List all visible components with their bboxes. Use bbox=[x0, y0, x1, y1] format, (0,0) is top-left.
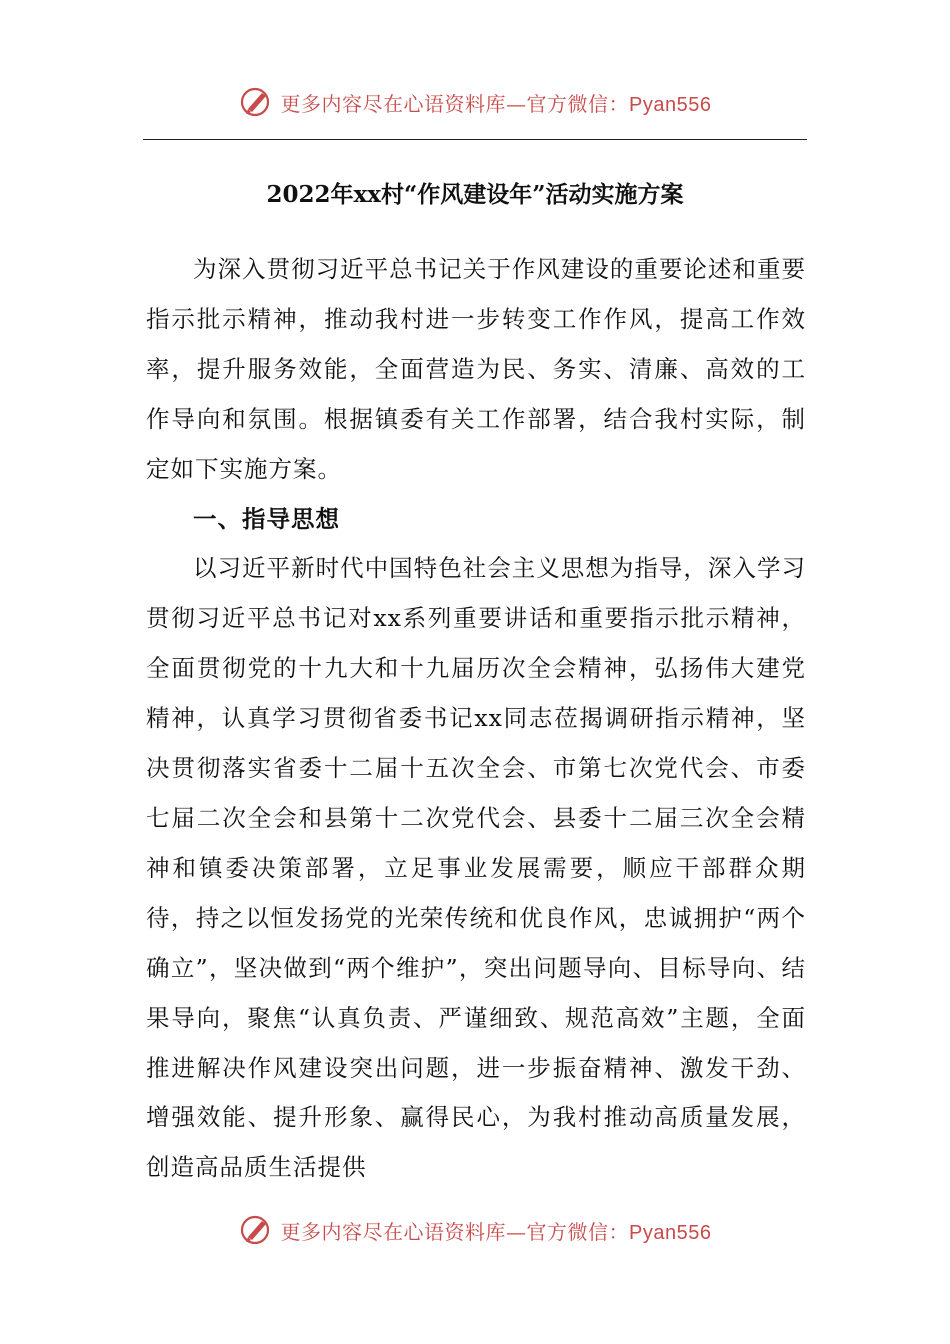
watermark-wechat-id: Pyan556 bbox=[629, 93, 712, 116]
document-title: 2022年xx村“作风建设年”活动实施方案 bbox=[266, 181, 684, 208]
intro-paragraph: 为深入贯彻习近平总书记关于作风建设的重要论述和重要指示批示精神，推动我村进一步转变工作作风，提高工作效率，提升服务效能，全面营造为民、务实、清廉、高效的工作导向和氛围。根据镇委有关工作部署，结合我村实际，制定如下实施方案。 bbox=[146, 255, 806, 483]
pen-logo-icon bbox=[239, 85, 273, 119]
pen-logo-icon bbox=[239, 1213, 273, 1247]
document-body bbox=[146, 245, 806, 1193]
watermark-wechat-id: Pyan556 bbox=[629, 1221, 712, 1244]
footer-watermark bbox=[0, 1208, 950, 1252]
watermark-label: 更多内容尽在心语资料库—官方微信： bbox=[280, 91, 630, 116]
section-paragraph: 以习近平新时代中国特色社会主义思想为指导，深入学习贯彻习近平总书记对xx系列重要讲话和重要指示批示精神，全面贯彻党的十九大和十九届历次全会精神，弘扬伟大建党精神，认真学习贯彻省委书记xx同志莅揭调研指示精神，坚决贯彻落实省委十二届十五次全会、市第七次党代会、市委七届二次全会和县第十二次党代会、县委十二届三次全会精神和镇委决策部署，立足事业发展需要，顺应干部群众期待，持之以恒发扬党的光荣传统和优良作风，忠诚拥护“两个确立”，坚决做到“两个维护”，突出问题导向、目标导向、结果导向，聚焦“认真负责、严谨细致、规范高效”主题，全面推进解决作风建设突出问题，进一步振奋精神、激发干劲、增强效能、提升形象、赢得民心，为我村推动高质量发展，创造高品质生活提供 bbox=[146, 554, 806, 1182]
watermark-label: 更多内容尽在心语资料库—官方微信： bbox=[280, 1219, 630, 1244]
header-divider bbox=[143, 139, 807, 140]
watermark-text bbox=[281, 88, 712, 117]
header-watermark bbox=[0, 80, 950, 124]
watermark-text bbox=[281, 1216, 712, 1245]
section-heading: 一、指导思想 bbox=[193, 504, 340, 533]
